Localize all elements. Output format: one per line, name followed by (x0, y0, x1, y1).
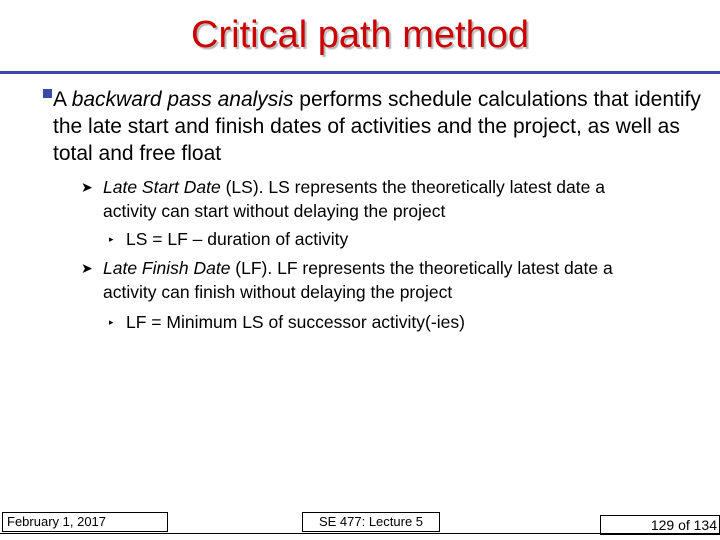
sub-bullet-text: (LF). LF represents the theoretically latest date a (230, 258, 613, 278)
arrow-bullet-icon: ➤ (81, 179, 93, 195)
sub-bullet-text-line2: activity can start without delaying the project (103, 201, 446, 221)
sub-bullet-term: Late Start Date (103, 177, 221, 197)
sub-bullet-text: (LS). LS represents the theoretically latest date a (220, 177, 605, 197)
formula-text: LS = LF – duration of activity (126, 229, 349, 249)
sub-bullet-late-finish (81, 256, 703, 304)
arrow-bullet-icon: ➤ (81, 260, 93, 276)
triangle-bullet-icon: ▸ (109, 317, 114, 327)
footer-divider (0, 533, 720, 534)
footer-page-number: 129 of 134 (600, 515, 720, 535)
square-bullet-icon (43, 89, 52, 98)
footer-date: February 1, 2017 (2, 512, 168, 532)
sub-bullet-term: Late Finish Date (103, 258, 231, 278)
main-bullet-text-end: performs schedule calculations that identify the late start and finish dates of activities and the project, as well as total and free float (53, 88, 701, 165)
formula-late-start (109, 227, 349, 251)
formula-late-finish (109, 310, 465, 334)
footer-course: SE 477: Lecture 5 (302, 512, 440, 532)
slide-title: Critical path method (191, 14, 529, 56)
sub-bullet-text-line2: activity can finish without delaying the project (103, 282, 453, 302)
sub-bullet-late-start (81, 175, 703, 223)
main-bullet-emphasis: backward pass analysis (71, 88, 294, 111)
triangle-bullet-icon: ▸ (109, 234, 114, 244)
formula-text: LF = Minimum LS of successor activity(-ies) (126, 312, 465, 332)
title-divider (0, 71, 720, 74)
main-bullet (53, 86, 703, 167)
main-bullet-text-start: A (53, 88, 72, 111)
